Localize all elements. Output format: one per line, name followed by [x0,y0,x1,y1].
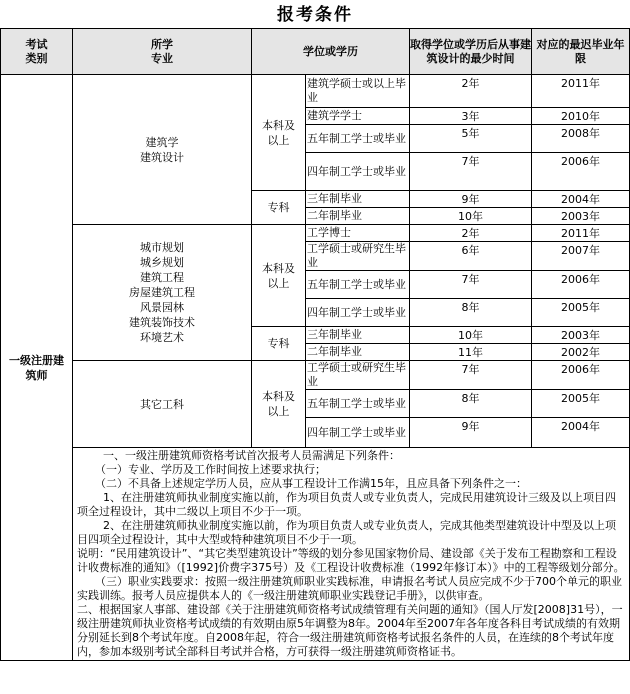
min-years-cell: 10年 [410,208,532,225]
page-title: 报考条件 [277,5,353,25]
header-years: 取得学位或学历后从事建筑设计的最少时间 [410,29,532,75]
degree-cell: 四年制工学士或毕业 [306,299,410,327]
note-paragraph: （三）职业实践要求：按照一级注册建筑师职业实践标准，申请报名考试人员应完成不少于700个单元的职业实践训练。报考人员应提供本人的《一级注册建筑师职业实践登记手册》，以供审查。 [77,575,622,602]
min-years-cell: 9年 [410,418,532,448]
degree-cell: 三年制毕业 [306,327,410,344]
major-cell: 其它工科 [73,361,252,448]
degree-cell: 工学硕士或研究生毕业 [306,361,410,390]
notes-cell [73,448,630,661]
note-paragraph: 说明：“民用建筑设计”、“其它类型建筑设计”等级的划分参见国家物价局、建设部《关于发布工程勘察和工程设计收费标准的通知》（[1992]价费字375号）及《工程设计收费标准（1992年修订本）》中的工程等级划分部分。 [77,547,625,574]
min-years-cell: 7年 [410,361,532,390]
min-years-cell: 9年 [410,191,532,208]
note-paragraph: 二、根据国家人事部、建设部《关于注册建筑师资格考试成绩管理有关问题的通知》（国人厅发[2008]31号），一级注册建筑师执业资格考试成绩的有效期由原5年调整为8年。2004年至2007年各年度各科目考试成绩的有效期分别延长到8个考试年度。自2008年起，符合一级注册建筑师资格考试报名条件的人员，在连续的8个考试年度内，参加本级别考试全部科目考试并合格，方可获得一级注册建筑师资格证书。 [77,603,623,658]
education-level-cell: 专科 [252,191,306,225]
note-paragraph: （一）专业、学历及工作时间按上述要求执行； [95,463,326,476]
grad-year-cell: 2011年 [532,75,630,108]
min-years-cell: 7年 [410,271,532,299]
degree-cell: 二年制毕业 [306,208,410,225]
degree-cell: 五年制工学士或毕业 [306,125,410,153]
note-paragraph: 一、一级注册建筑师资格考试首次报考人员需满足下列条件： [103,449,400,462]
education-level-cell: 本科及以上 [252,75,306,191]
degree-cell: 四年制工学士或毕业 [306,153,410,191]
header-category: 考试 类别 [1,29,73,75]
min-years-cell: 8年 [410,390,532,418]
grad-year-cell: 2008年 [532,125,630,153]
grad-year-cell: 2002年 [532,344,630,361]
notes-row [1,448,630,661]
min-years-cell: 8年 [410,299,532,327]
degree-cell: 四年制工学士或毕业 [306,418,410,448]
min-years-cell: 2年 [410,75,532,108]
exam-category-cell: 一级注册建筑师 [1,75,73,661]
grad-year-cell: 2004年 [532,418,630,448]
note-paragraph: 2、在注册建筑师执业制度实施以前，作为项目负责人或专业负责人，完成其他类型建筑设计中型及以上项目四项全过程设计，其中大型或特种建筑项目不少于一项。 [77,519,616,546]
degree-cell: 三年制毕业 [306,191,410,208]
degree-cell: 建筑学硕士或以上毕业 [306,75,410,108]
requirements-table [0,28,630,661]
min-years-cell: 11年 [410,344,532,361]
degree-cell: 建筑学学士 [306,108,410,125]
table-row [1,361,630,390]
min-years-cell: 6年 [410,242,532,271]
major-cell: 建筑学 建筑设计 [73,75,252,225]
degree-cell: 二年制毕业 [306,344,410,361]
grad-year-cell: 2003年 [532,208,630,225]
grad-year-cell: 2006年 [532,153,630,191]
min-years-cell: 7年 [410,153,532,191]
note-paragraph: 1、在注册建筑师执业制度实施以前，作为项目负责人或专业负责人，完成民用建筑设计三级及以上项目四项全过程设计，其中二级以上项目不少于一项。 [77,491,616,518]
grad-year-cell: 2005年 [532,299,630,327]
major-cell: 城市规划 城乡规划 建筑工程 房屋建筑工程 风景园林 建筑装饰技术 环境艺术 [73,225,252,361]
degree-cell: 工学硕士或研究生毕业 [306,242,410,271]
grad-year-cell: 2010年 [532,108,630,125]
header-row [1,29,630,75]
min-years-cell: 2年 [410,225,532,242]
education-level-cell: 本科及以上 [252,361,306,448]
education-level-cell: 本科及以上 [252,225,306,327]
table-row [1,225,630,242]
degree-cell: 五年制工学士或毕业 [306,271,410,299]
grad-year-cell: 2007年 [532,242,630,271]
degree-cell: 工学博士 [306,225,410,242]
grad-year-cell: 2006年 [532,271,630,299]
note-paragraph: （二）不具备上述规定学历人员，应从事工程设计工作满15年，且应具备下列条件之一： [95,477,527,490]
grad-year-cell: 2004年 [532,191,630,208]
grad-year-cell: 2011年 [532,225,630,242]
grad-year-cell: 2003年 [532,327,630,344]
header-major: 所学 专业 [73,29,252,75]
min-years-cell: 3年 [410,108,532,125]
min-years-cell: 5年 [410,125,532,153]
header-grad-year: 对应的最迟毕业年限 [532,29,630,75]
header-degree: 学位或学历 [252,29,410,75]
min-years-cell: 10年 [410,327,532,344]
grad-year-cell: 2006年 [532,361,630,390]
education-level-cell: 专科 [252,327,306,361]
grad-year-cell: 2005年 [532,390,630,418]
table-row [1,75,630,108]
degree-cell: 五年制工学士或毕业 [306,390,410,418]
